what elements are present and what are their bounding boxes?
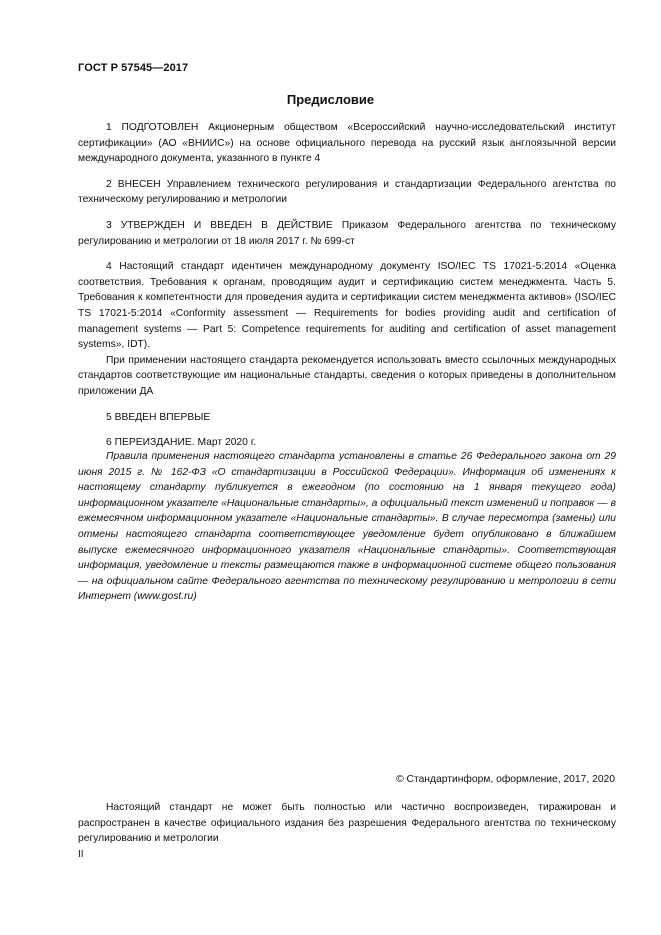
preface-item-4: 4 Настоящий стандарт идентичен международному документу ISO/IEC TS 17021-5:2014 «Оценка соответствия. Требования к органам, проводящим аудит и сертификацию систем менеджмента. Часть 5. Требования к компетентности для проведения аудита и сертификации систем менеджмента активов» (ISO/IEC TS 17021-5:2014 «Conformity assessment — Requirements for bodies providing audit and certification of management systems — Part 5: Competence requirements for auditing and certification of asset management systems», IDT). (78, 261, 616, 351)
page-title: Предисловие (286, 92, 375, 107)
copyright-line: © Стандартинформ, оформление, 2017, 2020 (396, 774, 615, 785)
preface-item-4-note: При применении настоящего стандарта рекомендуется использовать вместо ссылочных международных стандартов соответствующие им национальные стандарты, сведения о которых приведены в дополнительном приложении ДА (78, 354, 616, 397)
preface-section (78, 120, 616, 451)
document-code: ГОСТ Р 57545—2017 (78, 62, 189, 74)
preface-item-1: 1 ПОДГОТОВЛЕН Акционерным обществом «Всероссийский научно-исследовательский институт сертификации» (АО «ВНИИС») на основе официального перевода на русский язык англоязычной версии международного документа, указанного в пункте 4 (78, 122, 616, 165)
preface-item-5: 5 ВВЕДЕН ВПЕРВЫЕ (106, 411, 211, 423)
preface-item-2: 2 ВНЕСЕН Управлением технического регулирования и стандартизации Федерального агентства по техническому регулированию и метрологии (78, 178, 616, 206)
preface-item-6: 6 ПЕРЕИЗДАНИЕ. Март 2020 г. (106, 437, 257, 449)
application-rules-note (78, 449, 616, 605)
rights-notice-text: Настоящий стандарт не может быть полностью или частично воспроизведен, тиражирован и распространен в качестве официального издания без разрешения Федерального агентства по техническому регулированию и метрологии (78, 802, 616, 845)
rights-notice (78, 800, 616, 847)
application-rules-text: Правила применения настоящего стандарта установлены в статье 26 Федерального закона от 29 июня 2015 г. № 162-ФЗ «О стандартизации в Российской Федерации». Информация об изменениях к настоящему стандарту публикуется в ежегодном (по состоянию на 1 января текущего года) информационном указателе «Национальные стандарты», а официальный текст изменений и поправок — в ежемесячном информационном указателе «Национальные стандарты». В случае пересмотра (замены) или отмены настоящего стандарта соответствующее уведомление будет опубликовано в ближайшем выпуске ежемесячного информационного указателя «Национальные стандарты». Соответствующая информация, уведомление и тексты размещаются также в информационной системе общего пользования — на официальном сайте Федерального агентства по техническому регулированию и метрологии в сети Интернет (www.gost.ru) (78, 451, 616, 603)
page-number: II (78, 849, 84, 860)
preface-item-3: 3 УТВЕРЖДЕН И ВВЕДЕН В ДЕЙСТВИЕ Приказом Федерального агентства по техническому регулированию и метрологии от 18 июля 2017 г. № 699-ст (78, 219, 616, 247)
